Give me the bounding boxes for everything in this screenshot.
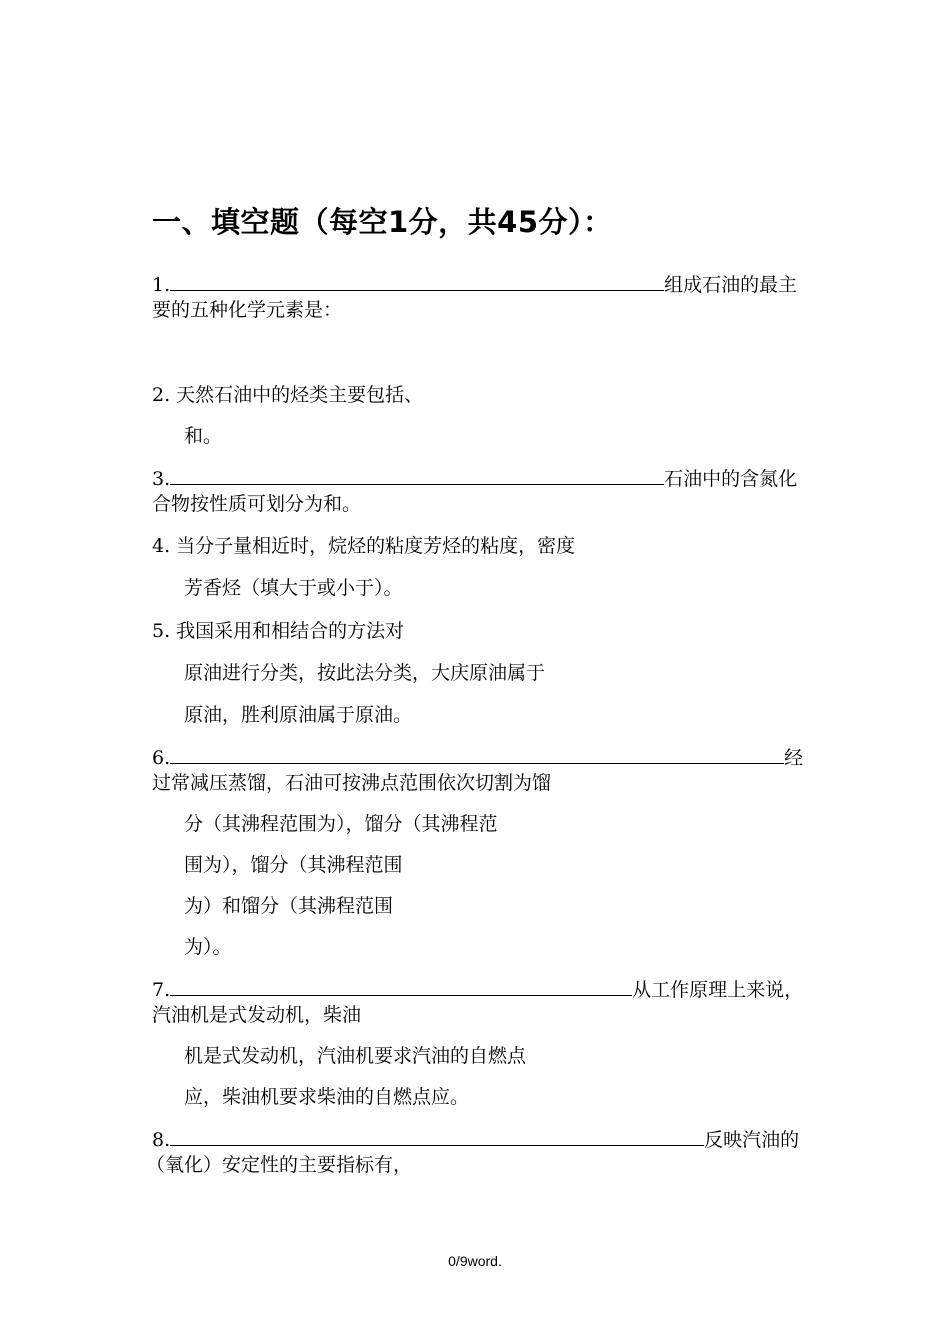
answer-blank-7[interactable] — [170, 977, 632, 996]
question-7-line-4: 应，柴油机要求柴油的自燃点应。 — [184, 1086, 470, 1108]
question-5-line-1: 5. 我国采用和相结合的方法对 — [152, 620, 405, 642]
question-3-line-1 — [152, 466, 797, 491]
question-8-text: 反映汽油的 — [704, 1129, 800, 1151]
answer-blank-6[interactable] — [170, 745, 784, 764]
question-6-line-6: 为）。 — [184, 936, 232, 958]
page-footer: 0/9word. — [448, 1253, 502, 1269]
question-7-text: 从工作原理上来说， — [632, 979, 804, 1001]
question-8-line-1 — [152, 1127, 799, 1152]
question-7-number: 7. — [152, 979, 171, 1001]
question-6-line-4: 围为），馏分（其沸程范围 — [184, 854, 403, 876]
question-7-line-1 — [152, 977, 803, 1002]
question-8-number: 8. — [152, 1129, 171, 1151]
question-2-line-2: 和。 — [184, 425, 223, 447]
question-1-text: 组成石油的最主 — [664, 274, 798, 296]
question-3-number: 3. — [152, 468, 171, 490]
question-5-line-2: 原油进行分类，按此法分类，大庆原油属于 — [184, 662, 546, 684]
question-2-line-1: 2. 天然石油中的烃类主要包括、 — [152, 384, 424, 406]
answer-blank-1[interactable] — [170, 272, 664, 291]
question-4-line-1: 4. 当分子量相近时，烷烃的粘度芳烃的粘度，密度 — [152, 535, 576, 557]
question-1-number: 1. — [152, 274, 171, 296]
question-4-line-2: 芳香烃（填大于或小于）。 — [184, 577, 403, 599]
answer-blank-3[interactable] — [170, 466, 664, 485]
question-7-line-3: 机是式发动机，汽油机要求汽油的自燃点 — [184, 1045, 527, 1067]
question-5-line-3: 原油，胜利原油属于原油。 — [184, 704, 413, 726]
question-6-line-5: 为）和馏分（其沸程范围 — [184, 895, 394, 917]
question-1-line-1 — [152, 272, 797, 297]
section-heading: 一、填空题（每空1分，共45分）： — [152, 205, 613, 239]
question-6-line-3: 分（其沸程范围为），馏分（其沸程范 — [184, 813, 498, 835]
question-6-line-1 — [152, 745, 803, 770]
question-7-line-2: 汽油机是式发动机，柴油 — [152, 1004, 362, 1026]
question-6-line-2: 过常减压蒸馏，石油可按沸点范围依次切割为馏 — [152, 772, 552, 794]
question-1-line-2: 要的五种化学元素是： — [152, 299, 343, 321]
question-6-text: 经 — [784, 747, 804, 769]
answer-blank-8[interactable] — [170, 1127, 704, 1146]
question-8-line-2: （氧化）安定性的主要指标有， — [146, 1154, 413, 1176]
question-3-line-2: 合物按性质可划分为和。 — [152, 493, 362, 515]
question-3-text: 石油中的含氮化 — [664, 468, 798, 490]
question-6-number: 6. — [152, 747, 171, 769]
